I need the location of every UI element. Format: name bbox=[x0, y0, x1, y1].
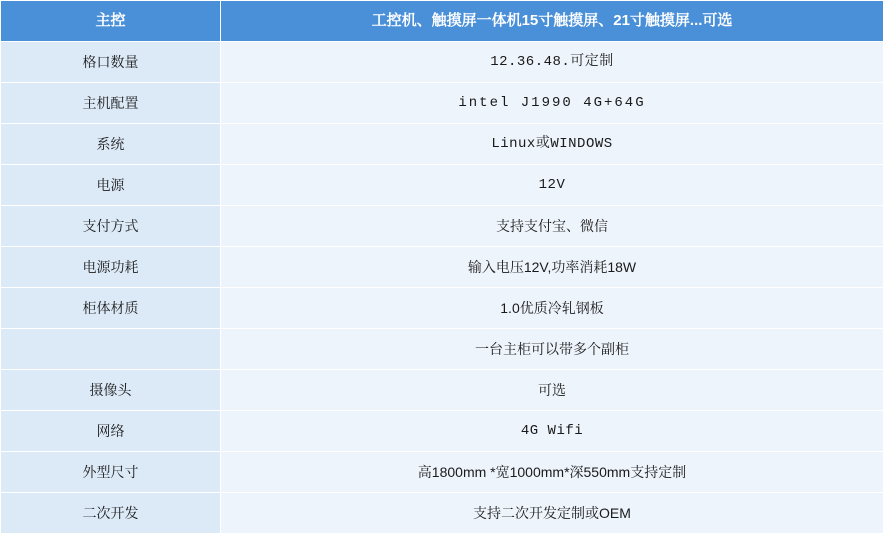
table-row bbox=[1, 42, 883, 83]
table-row bbox=[1, 165, 883, 206]
spec-label-cell: 电源功耗 bbox=[1, 247, 221, 288]
spec-label-cell: 外型尺寸 bbox=[1, 452, 221, 493]
header-label-cell: 主控 bbox=[1, 1, 221, 42]
spec-label-cell: 摄像头 bbox=[1, 370, 221, 411]
table-header-row bbox=[1, 1, 883, 42]
spec-value-cell: 支持支付宝、微信 bbox=[221, 206, 883, 247]
table-row bbox=[1, 370, 883, 411]
spec-value-cell: 12.36.48.可定制 bbox=[221, 42, 883, 83]
table-row bbox=[1, 452, 883, 493]
spec-label-cell: 支付方式 bbox=[1, 206, 221, 247]
table-row bbox=[1, 329, 883, 370]
spec-label-cell: 二次开发 bbox=[1, 493, 221, 534]
spec-value-cell: 4G Wifi bbox=[221, 411, 883, 452]
spec-value-cell: 12V bbox=[221, 165, 883, 206]
spec-value-cell: 1.0优质冷轧钢板 bbox=[221, 288, 883, 329]
spec-value-cell: 支持二次开发定制或OEM bbox=[221, 493, 883, 534]
spec-value-cell: 高1800mm *宽1000mm*深550mm支持定制 bbox=[221, 452, 883, 493]
table-row bbox=[1, 206, 883, 247]
table-row bbox=[1, 83, 883, 124]
spec-value-cell: 一台主柜可以带多个副柜 bbox=[221, 329, 883, 370]
spec-label-cell bbox=[1, 329, 221, 370]
spec-value-cell: 输入电压12V,功率消耗18W bbox=[221, 247, 883, 288]
table-row bbox=[1, 288, 883, 329]
spec-value-cell: Linux或WINDOWS bbox=[221, 124, 883, 165]
spec-value-cell: intel J1990 4G+64G bbox=[221, 83, 883, 124]
table-row bbox=[1, 247, 883, 288]
spec-label-cell: 主机配置 bbox=[1, 83, 221, 124]
spec-label-cell: 电源 bbox=[1, 165, 221, 206]
spec-label-cell: 系统 bbox=[1, 124, 221, 165]
table-body bbox=[1, 1, 883, 534]
spec-label-cell: 格口数量 bbox=[1, 42, 221, 83]
spec-label-cell: 柜体材质 bbox=[1, 288, 221, 329]
table-row bbox=[1, 493, 883, 534]
table-row bbox=[1, 124, 883, 165]
header-value-cell: 工控机、触摸屏一体机15寸触摸屏、21寸触摸屏...可选 bbox=[221, 1, 883, 42]
spec-label-cell: 网络 bbox=[1, 411, 221, 452]
spec-value-cell: 可选 bbox=[221, 370, 883, 411]
table-row bbox=[1, 411, 883, 452]
